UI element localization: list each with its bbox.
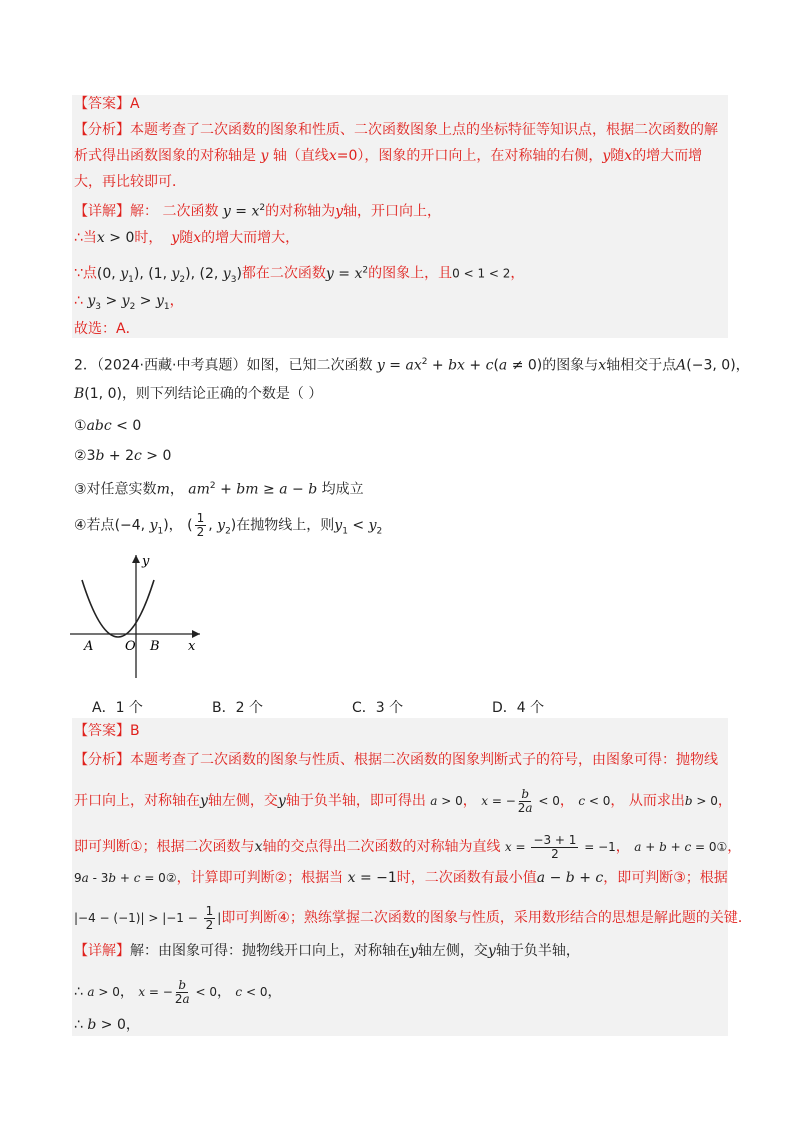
q2-statement-1: ①abc < 0: [74, 418, 142, 434]
y-axis-label: y: [142, 554, 150, 569]
q1-analysis-line-3: 大，再比较即可．: [74, 174, 186, 190]
parabola-curve: [82, 580, 154, 637]
option-c[interactable]: C．3 个: [352, 700, 404, 716]
q1-detail-line-3: ∵点(0, $y_1$), (1, $y_2$), (2, $y_3$)都在二次函数$y = x^2$的图象上，且0 < 1 < 2，: [74, 265, 525, 285]
q2-stem-line-1: 2．（2024·西藏·中考真题）如图，已知二次函数 $y = ax^2$ + bx + c(a ≠ 0)的图象与x轴相交于点A(−3, 0)，: [74, 357, 750, 374]
q2-detail-line-3: ∴ b > 0，: [74, 1017, 140, 1033]
q2-analysis-line-4: 9a - 3b + c = 0②，计算即可判断②；根据当 x = −1时，二次函数有最小值a − b + c，即可判断③；根据: [74, 870, 728, 886]
q2-analysis-line-3: 即可判断①；根据二次函数与x轴的交点得出二次函数的对称轴为直线 x = $\frac{-3 + 1}{2}$ = −1， a + b + c = 0①，: [74, 833, 742, 861]
parabola-graph: [70, 553, 210, 683]
q1-analysis-line-1: 【分析】本题考查了二次函数的图象和性质、二次函数图象上点的坐标特征等知识点，根据二次函数的解: [74, 122, 718, 138]
origin-label: O: [125, 639, 136, 654]
q2-answer: 【答案】B: [74, 723, 140, 739]
q2-analysis-line-1: 【分析】本题考查了二次函数的图象与性质、根据二次函数的图象判断式子的符号，由图象可得：抛物线: [74, 752, 718, 768]
point-b-label: B: [150, 639, 160, 654]
q1-conclusion: 故选：A．: [74, 321, 140, 337]
q2-detail-line-2: ∴ a > 0， x = − $\frac{b}{2a}$ < 0， c < 0，: [74, 978, 282, 1006]
q2-analysis-line-5: |−4 − (−1)| > |−1 − $\frac{1}{2}$ |即可判断④；熟练掌握二次函数的图象与性质，采用数形结合的思想是解此题的关键．: [74, 904, 752, 932]
q2-statement-3: ③对任意实数m， $am^2$ + bm ≥ a − b 均成立: [74, 481, 364, 498]
q2-stem-line-2: B(1, 0)，则下列结论正确的个数是（ ）: [74, 386, 323, 402]
q2-analysis-line-2: 开口向上，对称轴在y轴左侧，交y轴于负半轴，即可得出 a > 0， x = − $\frac{b}{2a}$ < 0， c < 0， 从而求出b > 0，: [74, 787, 732, 815]
q1-detail-line-1: 【详解】解： 二次函数 $y = x^2$的对称轴为y轴，开口向上，: [74, 203, 442, 220]
option-b[interactable]: B．2 个: [212, 700, 263, 716]
q2-detail-line-1: 【详解】解：由图象可得：抛物线开口向上，对称轴在y轴左侧，交y轴于负半轴，: [74, 943, 580, 959]
option-d[interactable]: D．4 个: [492, 700, 545, 716]
x-axis-label: x: [188, 639, 196, 654]
option-a[interactable]: A．1 个: [92, 700, 143, 716]
q1-analysis-line-2: 析式得出函数图象的对称轴是 y 轴（直线x=0），图象的开口向上，在对称轴的右侧，y随x的增大而增: [74, 148, 703, 164]
q1-answer: 【答案】A: [74, 96, 140, 112]
q1-detail-line-2: ∴当x > 0时， y随x的增大而增大，: [74, 230, 300, 246]
point-a-label: A: [84, 639, 94, 654]
q2-statement-2: ②3b + 2c > 0: [74, 448, 172, 464]
q2-statement-4: ④若点(−4, $y_1$)， ( $\frac{1}{2}$ , $y_2$)在抛物线上，则$y_1 < y_2$: [74, 511, 383, 539]
q1-detail-line-4: ∴ $y_3 > y_2 > y_1$，: [74, 293, 184, 312]
